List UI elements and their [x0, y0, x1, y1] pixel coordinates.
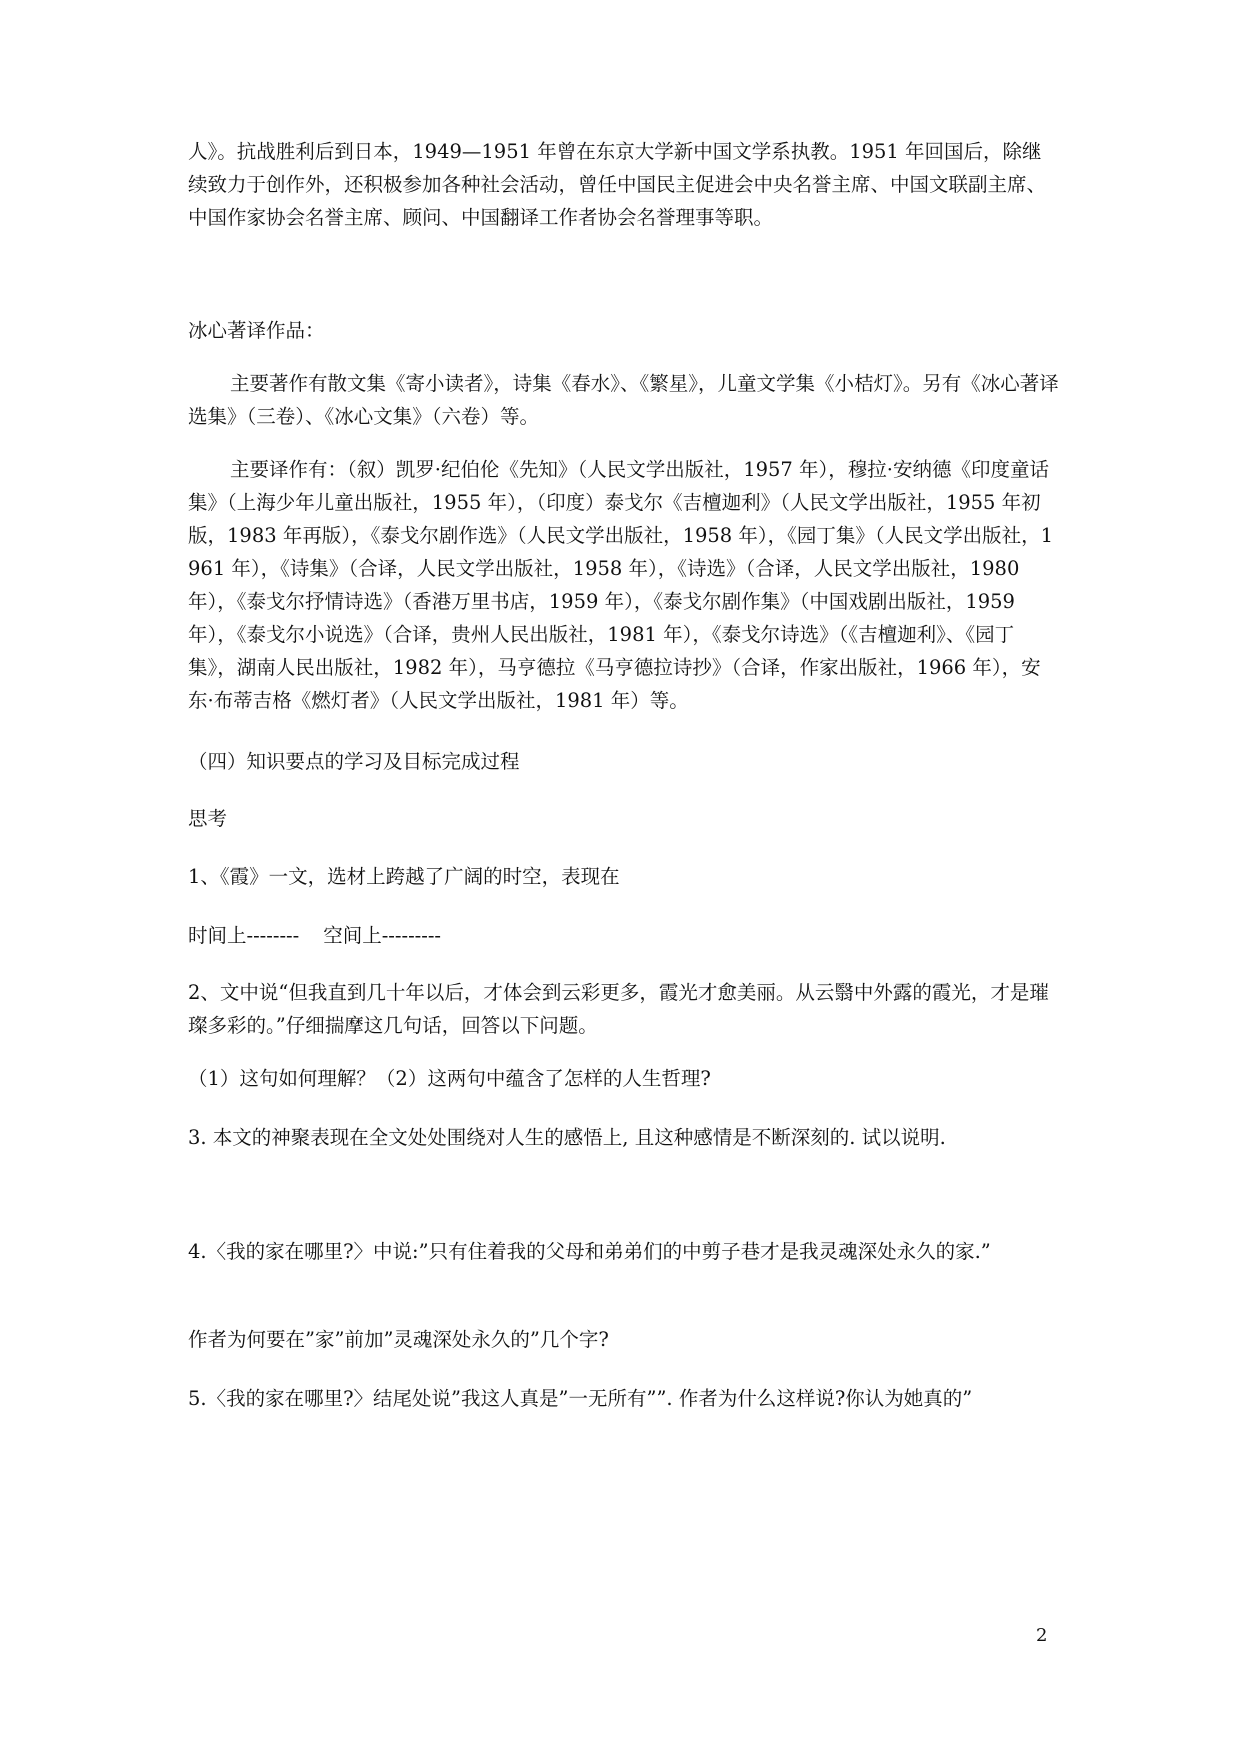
time-blank: 时间上-------- — [188, 924, 300, 947]
section-four-heading: （四）知识要点的学习及目标完成过程 — [188, 750, 520, 773]
question-1: 1、《霞》一文，选材上跨越了广阔的时空，表现在 — [188, 865, 620, 888]
translations-paragraph: 主要译作有：（叙）凯罗·纪伯伦《先知》（人民文学出版社，1957 年），穆拉·安纳德《印度童话集》（上海少年儿童出版社，1955 年），（印度）泰戈尔《吉檀迦利》（人民文学出版社，1955 年初版，1983 年再版），《泰戈尔剧作选》（人民文学出版社，1958 年），《园丁集》（人民文学出版社，1961 年），《诗集》（合译，人民文学出版社，1958 年），《诗选》（合译，人民文学出版社，1980 年），《泰戈尔抒情诗选》（香港万里书店，1959 年），《泰戈尔剧作集》（中国戏剧出版社，1959 年），《泰戈尔小说选》（合译，贵州人民出版社，1981 年），《泰戈尔诗选》（《吉檀迦利》、《园丁集》，湖南人民出版社，1982 年），马亨德拉《马亨德拉诗抄》（合译，作家出版社，1966 年），安东·布蒂吉格《燃灯者》（人民文学出版社，1981 年）等。 — [188, 458, 1054, 712]
intro-paragraph: 人》。抗战胜利后到日本，1949—1951 年曾在东京大学新中国文学系执教。1951 年回国后，除继续致力于创作外，还积极参加各种社会活动，曾任中国民主促进会中央名誉主席、中国文联副主席、中国作家协会名誉主席、顾问、中国翻译工作者协会名誉理事等职。 — [188, 140, 1047, 229]
question-5: 5.〈我的家在哪里?〉结尾处说”我这人真是”一无所有””. 作者为什么这样说?你认为她真的” — [188, 1387, 973, 1410]
space-blank: 空间上--------- — [323, 924, 442, 947]
question-2-subquestions: （1）这句如何理解？（2）这两句中蕴含了怎样的人生哲理? — [188, 1067, 711, 1090]
question-2: 2、文中说“但我直到几十年以后，才体会到云彩更多，霞光才愈美丽。从云翳中外露的霞光，才是璀璨多彩的。”仔细揣摩这几句话，回答以下问题。 — [188, 981, 1049, 1037]
page-number: 2 — [1036, 1625, 1048, 1646]
works-main-paragraph: 主要著作有散文集《寄小读者》，诗集《春水》、《繁星》，儿童文学集《小桔灯》。另有《冰心著译选集》（三卷）、《冰心文集》（六卷）等。 — [188, 372, 1059, 428]
question-1-blanks — [188, 919, 1060, 952]
question-4: 4.〈我的家在哪里?〉中说:”只有住着我的父母和弟弟们的中剪子巷才是我灵魂深处永久的家.” — [188, 1240, 991, 1263]
works-heading: 冰心著译作品： — [188, 319, 325, 342]
question-4-ask: 作者为何要在”家”前加”灵魂深处永久的”几个字? — [188, 1328, 609, 1351]
think-heading: 思考 — [188, 807, 228, 830]
question-3: 3. 本文的神聚表现在全文处处围绕对人生的感悟上, 且这种感情是不断深刻的. 试以说明. — [188, 1126, 946, 1149]
